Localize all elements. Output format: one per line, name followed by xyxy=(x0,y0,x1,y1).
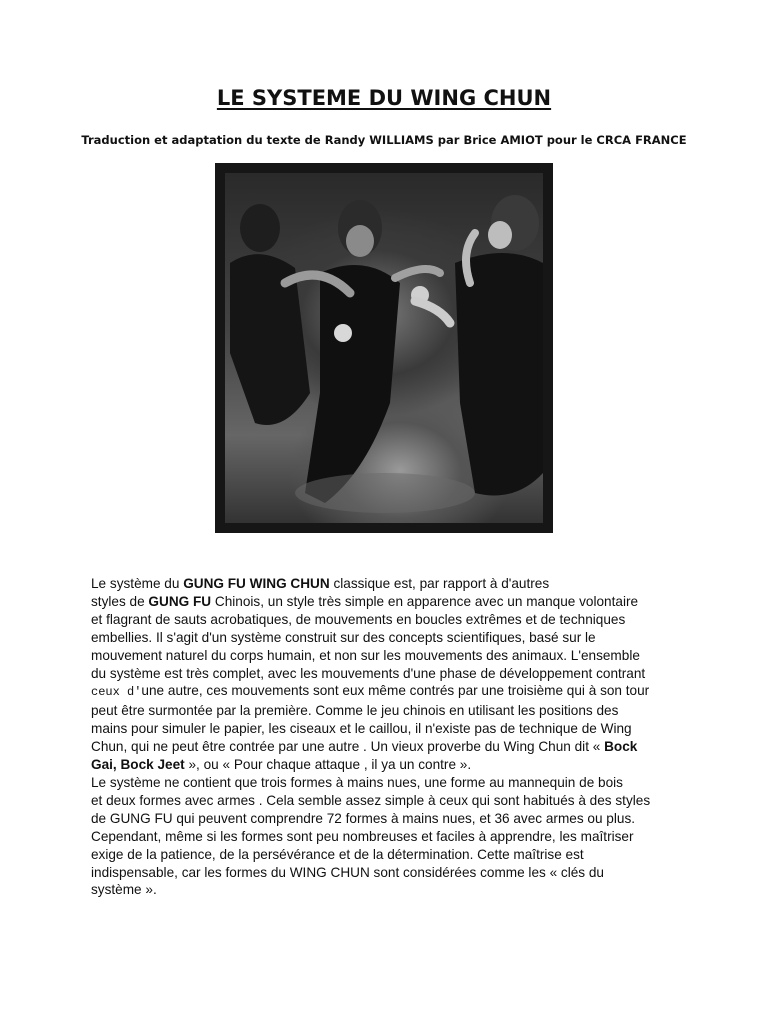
text-segment: et flagrant de sauts acrobatiques, de mouvements en boucles extrêmes et de techniques xyxy=(91,611,626,627)
text-line xyxy=(91,647,691,665)
text-line xyxy=(91,593,691,611)
text-segment: du système est très complet, avec les mouvements d'une phase de développement contrant xyxy=(91,665,646,681)
text-line xyxy=(91,756,691,774)
body-paragraph xyxy=(91,774,691,899)
text-segment: indispensable, car les formes du WING CHUN sont considérées comme les « clés du xyxy=(91,864,604,880)
bold-text: GUNG FU xyxy=(148,593,212,609)
fighters-silhouette-image xyxy=(225,173,543,523)
text-line xyxy=(91,575,691,593)
body-text xyxy=(91,575,691,899)
text-line xyxy=(91,810,691,828)
text-line xyxy=(91,828,691,846)
text-line xyxy=(91,720,691,738)
martial-arts-photo xyxy=(215,163,553,533)
text-line xyxy=(91,774,691,792)
text-segment: styles de xyxy=(91,593,149,609)
text-segment: peut être surmontée par la première. Comme le jeu chinois en utilisant les positions des xyxy=(91,703,619,719)
text-segment: classique est, par rapport à d'autres xyxy=(329,576,550,591)
bold-text: Bock xyxy=(604,739,638,755)
text-line xyxy=(91,864,691,882)
body-paragraph xyxy=(91,575,691,774)
text-segment: Chinois, un style très simple en apparence avec un manque volontaire xyxy=(211,593,639,609)
text-segment: embellies. Il s'agit d'un système construit sur des concepts scientifiques, basé sur le xyxy=(91,629,596,645)
text-line xyxy=(91,611,691,629)
text-segment: Chun, qui ne peut être contrée par une autre . Un vieux proverbe du Wing Chun dit « xyxy=(91,739,605,755)
text-segment: mains pour simuler le papier, les ciseaux et le caillou, il n'existe pas de technique de Wing xyxy=(91,721,632,737)
text-line xyxy=(91,682,691,702)
bold-text: Gai, Bock Jeet xyxy=(91,757,185,773)
text-line xyxy=(91,792,691,810)
text-segment: ceux d' xyxy=(91,685,142,700)
text-segment: mouvement naturel du corps humain, et non sur les mouvements des animaux. L'ensemble xyxy=(91,647,640,663)
text-line xyxy=(91,702,691,720)
text-segment: et deux formes avec armes . Cela semble assez simple à ceux qui sont habitués à des styles xyxy=(91,792,651,808)
text-segment: une autre, ces mouvements sont eux même contrés par une troisième qui à son tour xyxy=(141,683,650,699)
text-line xyxy=(91,846,691,864)
text-line xyxy=(91,738,691,756)
photo-content xyxy=(225,173,543,523)
text-segment: Cependant, même si les formes sont peu nombreuses et faciles à apprendre, les maîtriser xyxy=(91,828,634,844)
text-segment: », ou « Pour chaque attaque , il ya un contre ». xyxy=(184,757,472,773)
document-subtitle: Traduction et adaptation du texte de Randy WILLIAMS par Brice AMIOT pour le CRCA FRANCE xyxy=(81,133,687,147)
document-title xyxy=(0,86,768,110)
text-segment: Le système ne contient que trois formes à mains nues, une forme au mannequin de bois xyxy=(91,774,623,790)
text-line xyxy=(91,881,691,899)
text-line xyxy=(91,665,691,683)
document-title-text: LE SYSTEME DU WING CHUN xyxy=(216,86,552,110)
bold-text: GUNG FU WING CHUN xyxy=(183,576,330,591)
text-segment: exige de la patience, de la persévérance et de la détermination. Cette maîtrise est xyxy=(91,846,584,862)
text-segment: Le système du xyxy=(91,576,184,591)
text-segment: système ». xyxy=(91,882,157,898)
text-line xyxy=(91,629,691,647)
text-segment: de GUNG FU qui peuvent comprendre 72 formes à mains nues, et 36 avec armes ou plus. xyxy=(91,810,636,826)
